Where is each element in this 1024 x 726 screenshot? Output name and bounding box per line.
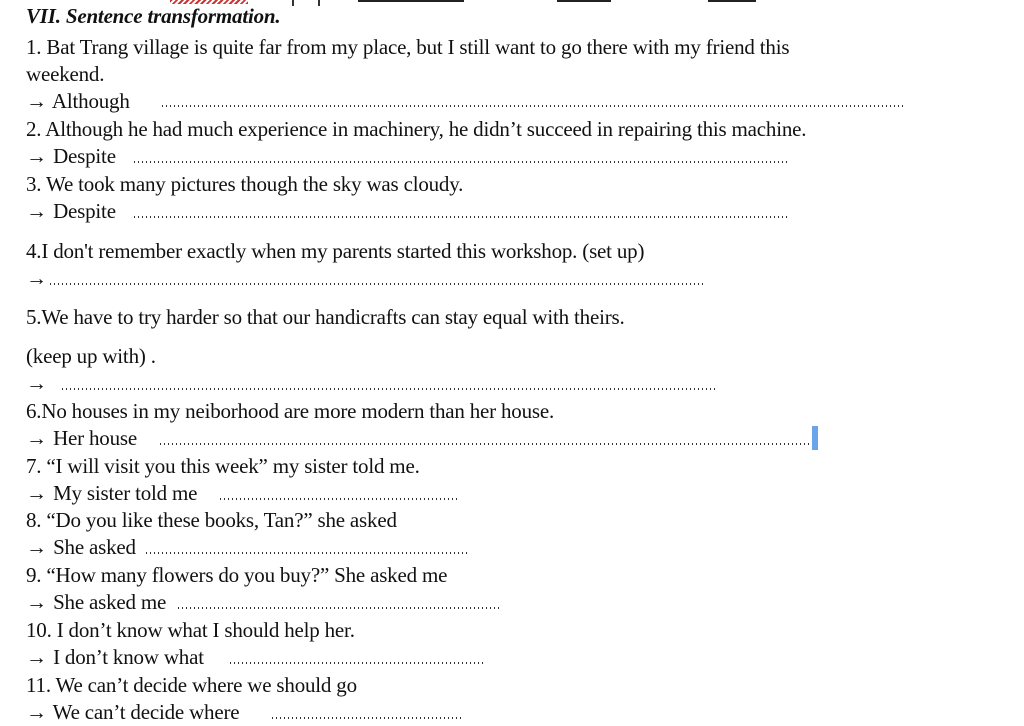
section-heading: VII. Sentence transformation. (26, 4, 281, 28)
arrow-icon: → (26, 89, 47, 113)
answer-9 (26, 589, 166, 615)
answer-3-prefix: Despite (53, 199, 116, 223)
answer-5-blank[interactable] (62, 388, 718, 390)
answer-3-blank[interactable] (134, 216, 790, 218)
question-2: 2. Although he had much experience in machinery, he didn’t succeed in repairing this machine. (26, 117, 807, 141)
answer-10 (26, 644, 204, 670)
arrow-icon: → (26, 144, 47, 168)
answer-6-prefix: Her house (53, 426, 137, 450)
question-1-line-2: weekend. (26, 62, 105, 86)
answer-1 (26, 88, 130, 114)
answer-11-prefix: We can’t decide where (52, 700, 240, 724)
answer-4 (26, 265, 48, 291)
question-6: 6.No houses in my neiborhood are more modern than her house. (26, 399, 555, 423)
arrow-icon: → (26, 426, 47, 450)
answer-2 (26, 143, 116, 169)
question-5-line-2: (keep up with) . (26, 344, 156, 368)
answer-11-blank[interactable] (272, 717, 462, 719)
answer-7 (26, 480, 197, 506)
question-11: 11. We can’t decide where we should go (26, 673, 357, 697)
question-8: 8. “Do you like these books, Tan?” she asked (26, 508, 397, 532)
answer-10-blank[interactable] (230, 662, 484, 664)
question-5-line-1: 5.We have to try harder so that our handicrafts can stay equal with theirs. (26, 305, 625, 329)
arrow-icon: → (26, 266, 47, 290)
arrow-icon: → (26, 700, 47, 724)
arrow-icon: → (26, 590, 47, 614)
answer-9-prefix: She asked me (53, 590, 167, 614)
top-rule-1 (358, 0, 464, 2)
text-cursor (812, 426, 818, 450)
question-7: 7. “I will visit you this week” my sister told me. (26, 454, 420, 478)
arrow-icon: → (26, 645, 47, 669)
arrow-icon: → (26, 371, 47, 395)
answer-10-prefix: I don’t know what (53, 645, 204, 669)
answer-8 (26, 534, 136, 560)
answer-2-blank[interactable] (134, 161, 790, 163)
top-rule-2 (557, 0, 611, 2)
question-10: 10. I don’t know what I should help her. (26, 618, 355, 642)
answer-5 (26, 370, 48, 396)
answer-7-blank[interactable] (220, 498, 460, 500)
question-9: 9. “How many flowers do you buy?” She asked me (26, 563, 448, 587)
top-rule-3 (708, 0, 756, 2)
answer-6 (26, 425, 137, 451)
answer-1-prefix: Although (51, 89, 130, 113)
answer-2-prefix: Despite (53, 144, 116, 168)
question-3: 3. We took many pictures though the sky was cloudy. (26, 172, 464, 196)
answer-3 (26, 198, 116, 224)
answer-11 (26, 699, 239, 725)
answer-4-blank[interactable] (50, 283, 706, 285)
answer-9-blank[interactable] (178, 607, 500, 609)
top-marks (292, 0, 320, 6)
answer-6-blank[interactable] (160, 443, 812, 445)
answer-8-prefix: She asked (53, 535, 136, 559)
arrow-icon: → (26, 199, 47, 223)
answer-1-blank[interactable] (162, 105, 904, 107)
answer-8-blank[interactable] (146, 552, 470, 554)
arrow-icon: → (26, 481, 47, 505)
answer-7-prefix: My sister told me (53, 481, 198, 505)
arrow-icon: → (26, 535, 47, 559)
question-1-line-1: 1. Bat Trang village is quite far from my place, but I still want to go there with my friend this (26, 35, 790, 59)
question-4: 4.I don't remember exactly when my parents started this workshop. (set up) (26, 239, 645, 263)
